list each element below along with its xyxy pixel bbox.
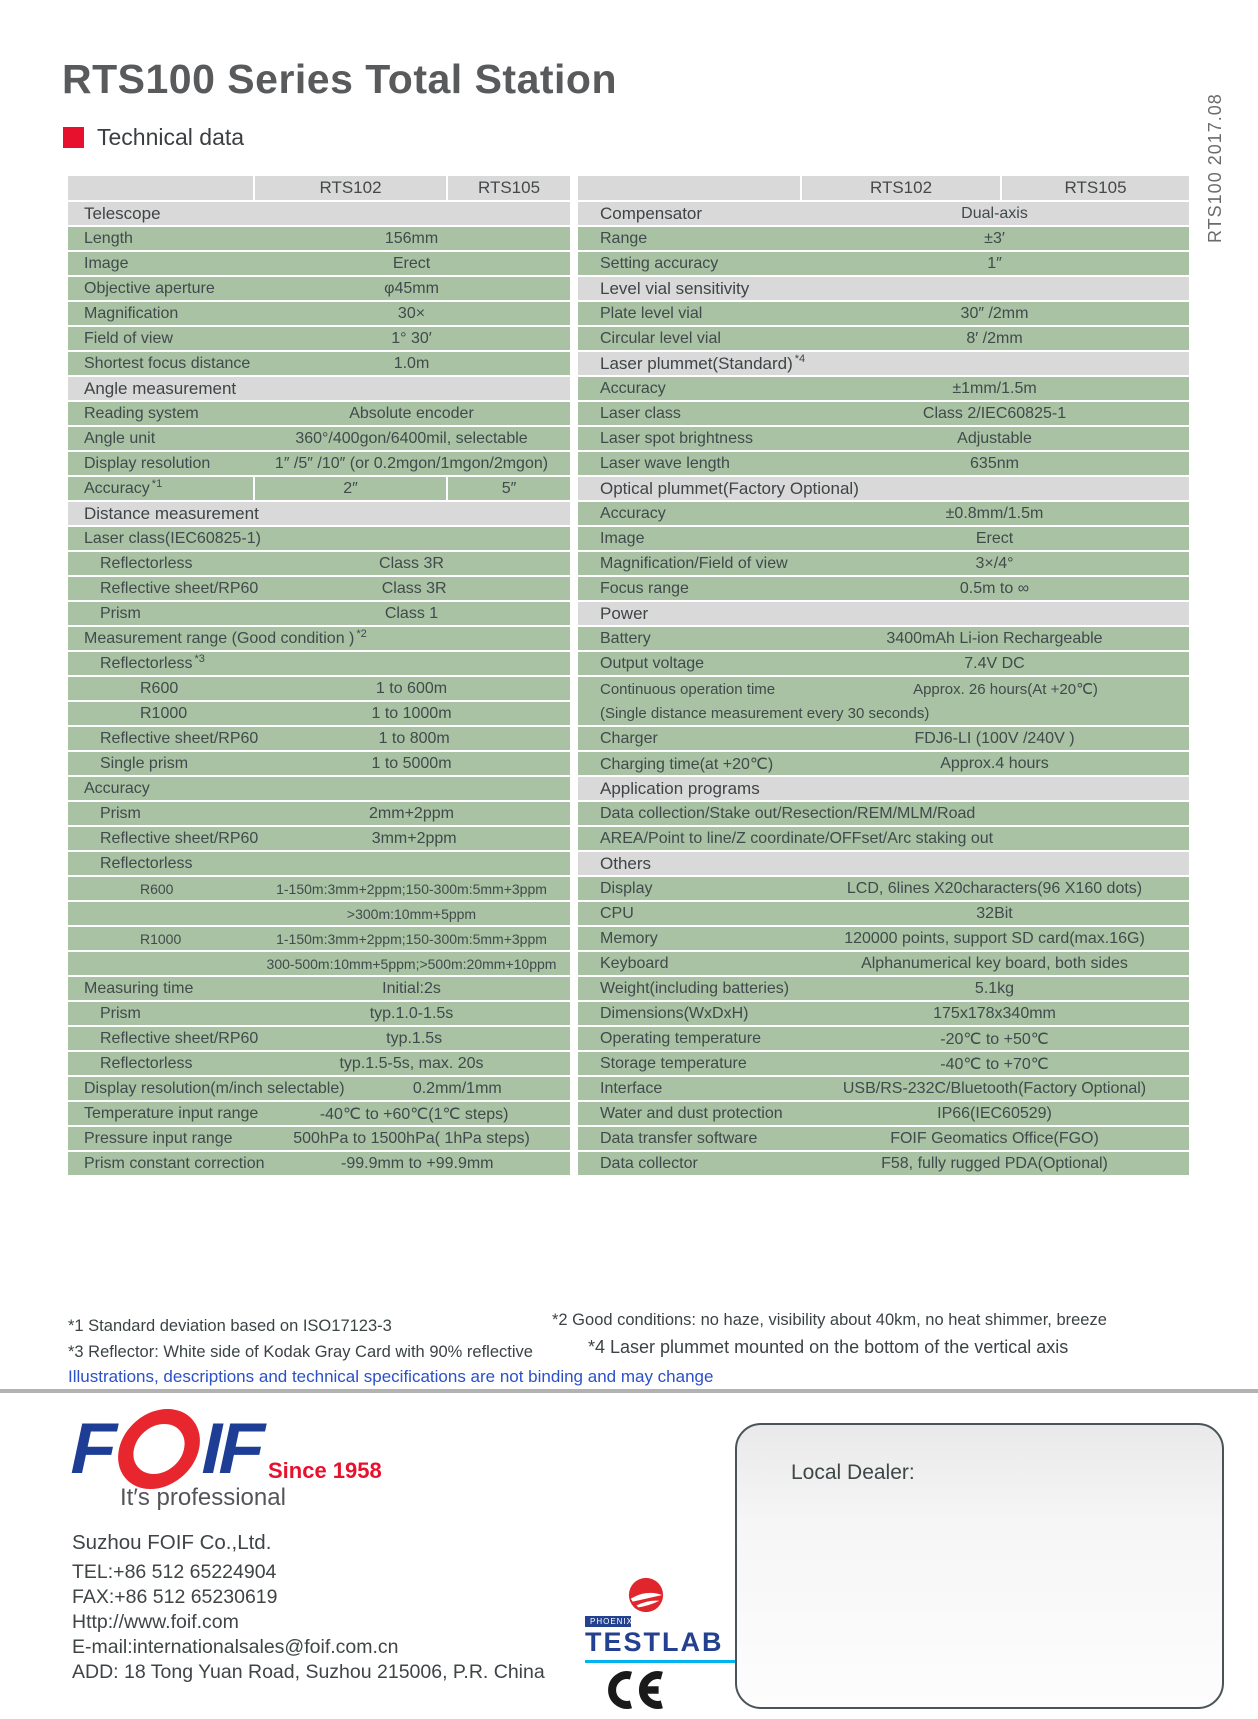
spec-label: Field of view (84, 329, 173, 347)
spec-value: LCD, 6lines X20characters(96 X160 dots) (846, 879, 1143, 897)
spec-row (578, 752, 1189, 775)
section-header-row (578, 852, 1189, 875)
contact-fax: FAX:+86 512 65230619 (72, 1586, 278, 1608)
spec-row (68, 877, 570, 900)
spec-value: 1″ (987, 254, 1002, 272)
spec-value: Approx.4 hours (940, 754, 1049, 772)
spec-row (578, 327, 1189, 350)
spec-row (578, 802, 1189, 825)
spec-value (367, 627, 570, 650)
spec-row (68, 1077, 570, 1100)
spec-label: Data transfer software (600, 1129, 758, 1147)
spec-row (68, 852, 570, 875)
spec-value: 1° 30′ (391, 329, 432, 347)
model-header-row (578, 176, 1189, 200)
spec-label: Magnification/Field of view (600, 554, 788, 572)
spec-row (578, 402, 1189, 425)
spec-row (68, 302, 570, 325)
spec-value: FDJ6-LI (100V /240V ) (914, 729, 1075, 747)
spec-label: Reflective sheet/RP60 (100, 729, 259, 747)
spec-label: Battery (600, 629, 651, 647)
section-label: Angle measurement (84, 378, 237, 398)
spec-value: -99.9mm to +99.9mm (341, 1154, 494, 1172)
spec-row (578, 302, 1189, 325)
spec-label: Circular level vial (600, 329, 721, 347)
spec-label: CPU (600, 904, 634, 922)
spec-value: typ.1.5-5s, max. 20s (339, 1054, 484, 1072)
spec-label: Prism constant correction (84, 1154, 265, 1172)
spec-label: Setting accuracy (600, 254, 719, 272)
spec-row (68, 477, 570, 500)
spec-value: 30× (397, 304, 426, 322)
spec-value: -40℃ to +70℃ (940, 1055, 1049, 1073)
model-name-rts102: RTS102 (800, 176, 1000, 200)
contact-address: ADD: 18 Tong Yuan Road, Suzhou 215006, P.R. China (72, 1661, 545, 1683)
section-label: Compensator (600, 203, 703, 223)
spec-row (578, 552, 1189, 575)
spec-value: 3×/4° (975, 554, 1014, 572)
spec-label: Continuous operation time (600, 680, 776, 698)
footnote-ref: *2 (356, 627, 367, 640)
spec-label: Reading system (84, 404, 199, 422)
local-dealer-box (735, 1423, 1224, 1709)
spec-value-continued: 300-500m:10mm+5ppm;>500m:20mm+10ppm (266, 955, 557, 972)
spec-value: 3400mAh Li-ion Rechargeable (886, 629, 1103, 647)
section-header-row (68, 502, 570, 525)
spec-label: Laser class (600, 404, 681, 422)
spec-row (68, 602, 570, 625)
spec-value: Class 3R (379, 554, 444, 572)
spec-value: IP66(IEC60529) (937, 1104, 1052, 1122)
contact-block (72, 1530, 545, 1685)
spec-value (261, 527, 570, 550)
spec-value: Erect (975, 529, 1014, 547)
model-col-spacer (68, 176, 253, 200)
model-name-rts105: RTS105 (1000, 176, 1189, 200)
spec-value: typ.1.0-1.5s (369, 1004, 454, 1022)
spec-label: Prism (100, 804, 141, 822)
spec-label: Reflective sheet/RP60 (100, 1029, 259, 1047)
spec-value: φ45mm (384, 279, 439, 297)
spec-row-line1 (578, 677, 1189, 701)
spec-row (578, 677, 1189, 725)
spec-table-right (578, 176, 1189, 1177)
spec-label-continued: (Single distance measurement every 30 seconds) (600, 704, 930, 722)
spec-value: FOIF Geomatics Office(FGO) (890, 1129, 1099, 1147)
spec-value: 1 to 600m (375, 679, 448, 697)
spec-row (68, 952, 570, 975)
spec-label: Accuracy $^{*1}$ (84, 477, 163, 497)
spec-value: typ.1.5s (386, 1029, 443, 1047)
spec-row (578, 1152, 1189, 1175)
spec-label: Accuracy (84, 779, 150, 797)
spec-value: Class 2/IEC60825-1 (922, 404, 1067, 422)
spec-label: Image (84, 254, 129, 272)
spec-row (68, 702, 570, 725)
section-label: Telescope (84, 203, 161, 223)
spec-value: 0.2mm/1mm (412, 1079, 502, 1097)
spec-label: Memory (600, 929, 658, 947)
spec-value (975, 802, 1189, 825)
spec-row (578, 252, 1189, 275)
spec-value: 1-150m:3mm+2ppm;150-300m:5mm+3ppm (276, 880, 547, 897)
section-label: Application programs (600, 778, 760, 798)
technical-data-heading (63, 124, 244, 151)
spec-value (253, 777, 570, 800)
spec-value (253, 652, 570, 675)
spec-label: Plate level vial (600, 304, 703, 322)
edition-side-label: RTS100 2017.08 (1205, 93, 1225, 243)
spec-row (578, 977, 1189, 1000)
certification-block (585, 1576, 745, 1711)
spec-row (68, 827, 570, 850)
testlab-logo: TESTLAB (585, 1627, 724, 1657)
spec-table-left (68, 176, 570, 1177)
section-header-row (578, 477, 1189, 500)
spec-row (68, 1127, 570, 1150)
spec-row (68, 1052, 570, 1075)
spec-row (578, 827, 1189, 850)
spec-row (578, 377, 1189, 400)
section-header-row (578, 352, 1189, 375)
spec-label: Angle unit (84, 429, 156, 447)
spec-value: F58, fully rugged PDA(Optional) (881, 1154, 1108, 1172)
spec-value: ±0.8mm/1.5m (945, 504, 1044, 522)
spec-label: Reflectorless $^{*3}$ (100, 652, 205, 672)
spec-row (68, 677, 570, 700)
spec-value (993, 827, 1189, 850)
spec-value: 1-150m:3mm+2ppm;150-300m:5mm+3ppm (276, 930, 547, 947)
phoenix-sphere-icon (627, 1576, 665, 1614)
spec-label: Prism (100, 604, 141, 622)
spec-row (578, 1127, 1189, 1150)
foif-logo-letters-if: IF (194, 1409, 270, 1489)
spec-row (68, 1102, 570, 1125)
contact-tel: TEL:+86 512 65224904 (72, 1561, 277, 1583)
spec-row (578, 952, 1189, 975)
spec-label-spacer (68, 902, 253, 925)
section-header-row (68, 377, 570, 400)
spec-label: Reflective sheet/RP60 (100, 579, 259, 597)
spec-label: Output voltage (600, 654, 705, 672)
spec-row (68, 577, 570, 600)
spec-value (253, 852, 570, 875)
spec-row (578, 727, 1189, 750)
spec-row (578, 1052, 1189, 1075)
spec-row (68, 352, 570, 375)
spec-label: Charger (600, 729, 658, 747)
spec-value: 0.5m to ∞ (959, 579, 1030, 597)
section-label: Optical plummet(Factory Optional) (600, 478, 859, 498)
footnote-4: *4 Laser plummet mounted on the bottom of the vertical axis (588, 1337, 1069, 1357)
spec-row (578, 452, 1189, 475)
model-name-rts102: RTS102 (253, 176, 446, 200)
spec-row (578, 652, 1189, 675)
foif-tagline: It′s professional (120, 1484, 286, 1511)
spec-row (68, 427, 570, 450)
spec-label: Dimensions(WxDxH) (600, 1004, 749, 1022)
spec-label: AREA/Point to line/Z coordinate/OFFset/Arc staking out (600, 829, 994, 847)
footnote-2: *2 Good conditions: no haze, visibility about 40km, no heat shimmer, breeze (552, 1311, 1107, 1329)
spec-value: 360°/400gon/6400mil, selectable (295, 429, 528, 447)
testlab-underline (585, 1660, 745, 1663)
spec-value: 156mm (384, 229, 439, 247)
spec-row (578, 227, 1189, 250)
spec-value: Erect (392, 254, 431, 272)
spec-row (578, 627, 1189, 650)
spec-label: Laser wave length (600, 454, 730, 472)
spec-label: Weight(including batteries) (600, 979, 790, 997)
section-label: Level vial sensitivity (600, 278, 750, 298)
spec-row (68, 727, 570, 750)
spec-label: Measurement range (Good condition ) $^{*2}$ (84, 627, 367, 647)
spec-row (578, 877, 1189, 900)
section-header-row (578, 777, 1189, 800)
model-col-spacer (578, 176, 800, 200)
spec-value: 1.0m (393, 354, 430, 372)
spec-value: Class 1 (384, 604, 439, 622)
footer-divider (0, 1389, 1258, 1393)
spec-label: Display resolution (84, 454, 211, 472)
spec-value: -40℃ to +60℃(1℃ steps) (319, 1105, 509, 1123)
phoenix-label: PHOENIX (585, 1616, 631, 1627)
spec-row (578, 1002, 1189, 1025)
spec-value: 1 to 1000m (371, 704, 452, 722)
spec-value: 30″ /2mm (960, 304, 1029, 322)
spec-value: Adjustable (957, 429, 1032, 447)
spec-value: 8′ /2mm (966, 329, 1023, 347)
page-title: RTS100 Series Total Station (62, 56, 618, 102)
spec-value: 5.1kg (974, 979, 1015, 997)
spec-value: Alphanumerical key board, both sides (861, 954, 1128, 972)
spec-row (578, 502, 1189, 525)
section-label: Power (600, 603, 649, 623)
spec-row (68, 927, 570, 950)
spec-label: Single prism (100, 754, 189, 772)
spec-row (68, 277, 570, 300)
section-label: Others (600, 853, 652, 873)
section-header-row (578, 277, 1189, 300)
spec-row (68, 802, 570, 825)
spec-value: Class 3R (381, 579, 447, 597)
spec-value: 1 to 800m (378, 729, 450, 747)
spec-label: Display resolution(m/inch selectable) (84, 1079, 345, 1097)
ce-mark-icon (599, 1669, 665, 1711)
spec-label: Interface (600, 1079, 663, 1097)
footnote-3: *3 Reflector: White side of Kodak Gray Card with 90% reflective (68, 1343, 533, 1361)
spec-row (578, 577, 1189, 600)
spec-value: Absolute encoder (349, 404, 474, 422)
spec-row (578, 427, 1189, 450)
section-header-row (578, 602, 1189, 625)
footnote-ref: *3 (194, 652, 205, 665)
spec-label: Objective aperture (84, 279, 215, 297)
technical-data-label: Technical data (97, 124, 245, 150)
spec-row (68, 627, 570, 650)
spec-label: Keyboard (600, 954, 669, 972)
spec-row (68, 327, 570, 350)
spec-row (68, 452, 570, 475)
spec-label: Data collection/Stake out/Resection/REM/MLM/Road (600, 804, 976, 822)
spec-value: 1″ /5″ /10″ (or 0.2mgon/1mgon/2mgon) (274, 454, 549, 472)
spec-row (68, 977, 570, 1000)
spec-label: R600 (140, 880, 174, 897)
spec-label: Storage temperature (600, 1054, 747, 1072)
section-header-row (578, 202, 1189, 225)
spec-label: Accuracy (600, 504, 666, 522)
spec-label: Pressure input range (84, 1129, 233, 1147)
spec-label: Reflectorless (100, 1054, 193, 1072)
section-label: Distance measurement (84, 503, 259, 523)
spec-value: 175x178x340mm (933, 1004, 1056, 1022)
spec-value: 1 to 5000m (371, 754, 452, 772)
spec-label: Laser class(IEC60825-1) (84, 529, 261, 547)
red-square-bullet (63, 127, 84, 148)
spec-label: Data collector (600, 1154, 698, 1172)
spec-row (68, 652, 570, 675)
spec-label: Measuring time (84, 979, 194, 997)
foif-logo-o-ring (110, 1409, 207, 1489)
spec-value: 635nm (970, 454, 1019, 472)
contact-web: Http://www.foif.com (72, 1611, 239, 1633)
spec-row (578, 527, 1189, 550)
spec-tables (68, 176, 1189, 1177)
foif-logo (63, 1408, 269, 1490)
contact-email: E-mail:internationalsales@foif.com.cn (72, 1636, 399, 1658)
spec-label: Water and dust protection (600, 1104, 783, 1122)
spec-row (578, 902, 1189, 925)
spec-value: -20℃ to +50℃ (940, 1030, 1049, 1048)
spec-row (578, 1027, 1189, 1050)
spec-label: Operating temperature (600, 1029, 761, 1047)
section-value: Dual-axis (961, 204, 1028, 222)
section-label: Laser plummet(Standard) $^{*4}$ (600, 352, 806, 373)
spec-label: Range (600, 229, 648, 247)
spec-value: 7.4V DC (964, 654, 1025, 672)
spec-row (68, 902, 570, 925)
spec-value: USB/RS-232C/Bluetooth(Factory Optional) (842, 1079, 1147, 1097)
spec-value: 2mm+2ppm (369, 804, 454, 822)
spec-value-rts105: 5″ (446, 477, 570, 500)
spec-label: Reflectorless (100, 854, 193, 872)
spec-label: Shortest focus distance (84, 354, 251, 372)
spec-value: ±3′ (984, 229, 1005, 247)
spec-label: R1000 (140, 704, 188, 722)
spec-label: Prism (100, 1004, 141, 1022)
spec-row (68, 227, 570, 250)
spec-row (68, 777, 570, 800)
spec-row (68, 1027, 570, 1050)
spec-value: 3mm+2ppm (371, 829, 457, 847)
spec-row (68, 1002, 570, 1025)
since-1958-label: Since 1958 (268, 1458, 382, 1483)
spec-label: Charging time(at +20℃) (600, 755, 774, 773)
spec-row (578, 1102, 1189, 1125)
spec-row (578, 1077, 1189, 1100)
spec-label: Temperature input range (84, 1104, 259, 1122)
spec-value: Initial:2s (382, 979, 441, 997)
spec-label: Length (84, 229, 133, 247)
spec-label: Accuracy (600, 379, 666, 397)
spec-label: Magnification (84, 304, 179, 322)
spec-label: Reflectorless (100, 554, 193, 572)
spec-label: R1000 (140, 930, 182, 947)
spec-label: Image (600, 529, 645, 547)
spec-row (68, 752, 570, 775)
spec-label: Focus range (600, 579, 689, 597)
footnote-1: *1 Standard deviation based on ISO17123-3 (68, 1317, 392, 1335)
foif-logo-letter-f: F (63, 1409, 122, 1489)
spec-label: Reflective sheet/RP60 (100, 829, 259, 847)
company-name: Suzhou FOIF Co.,Ltd. (72, 1531, 272, 1554)
disclaimer-text: Illustrations, descriptions and technical specifications are not binding and may change (68, 1367, 714, 1386)
section-header-row (68, 202, 570, 225)
model-header-row (68, 176, 570, 200)
spec-value: Approx. 26 hours(At +20℃) (913, 681, 1098, 698)
local-dealer-label: Local Dealer: (791, 1461, 915, 1484)
spec-value: 120000 points, support SD card(max.16G) (844, 929, 1145, 947)
spec-value: 500hPa to 1500hPa( 1hPa steps) (293, 1129, 530, 1147)
spec-row (68, 402, 570, 425)
footnote-ref: *1 (151, 477, 163, 490)
spec-label: Laser spot brightness (600, 429, 753, 447)
spec-label: Display (600, 879, 653, 897)
spec-value: 32Bit (976, 904, 1013, 922)
spec-row (68, 527, 570, 550)
footnote-ref: *4 (794, 352, 806, 365)
spec-row (578, 927, 1189, 950)
spec-row (68, 1152, 570, 1175)
model-name-rts105: RTS105 (446, 176, 570, 200)
spec-value: ±1mm/1.5m (952, 379, 1037, 397)
spec-row (68, 552, 570, 575)
spec-value-continued: >300m:10mm+5ppm (346, 905, 477, 922)
spec-value-rts102: 2″ (253, 477, 446, 500)
spec-row (68, 252, 570, 275)
spec-label-spacer (68, 952, 253, 975)
spec-label: R600 (140, 679, 179, 697)
